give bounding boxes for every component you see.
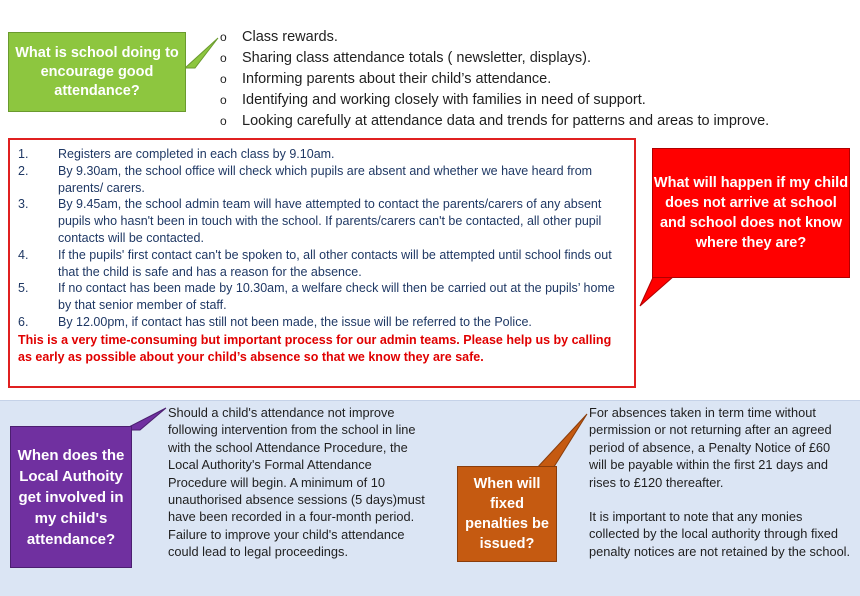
step-text: Registers are completed in each class by 9.10am. [58,147,335,161]
list-item: o Identifying and working closely with families in need of support. [220,90,850,111]
absence-process-box [8,138,636,388]
penalties-paragraph-1: For absences taken in term time without permission or not returning after an agreed period of absence, a Penalty Notice of £60 will be payable within the first 21 days and rises to £120 thereafter. [589,405,832,490]
process-step [18,280,626,314]
process-step [18,146,626,163]
local-authority-question: When does the Local Authoity get involved in my child's attendance? [17,446,125,548]
step-number: 6. [18,314,29,329]
process-step [18,314,626,331]
encourage-attendance-callout [8,32,186,112]
absence-process-question: What will happen if my child does not arrive at school and school does not know where they are? [653,175,849,251]
step-number: 3. [18,197,29,212]
bullet-circle-icon: o [220,114,227,128]
step-number: 4. [18,247,29,262]
step-text: By 9.45am, the school admin team will have attempted to contact the parents/carers of any absent pupils who hasn't been in touch with the school. If parents/carers can't be contacted, all other pupil contacts will be contacted. [58,197,602,245]
local-authority-text: Should a child's attendance not improve following intervention from the school in line with the school Attendance Procedure, the Local Authority's Formal Attendance Procedure will begin. A minimum of 10 unauthorised absence sessions (5 days)must have been recorded in a four-month period. Failure to improve your child's attendance could lead to legal proceedings. [168,405,425,560]
step-number: 1. [18,147,29,161]
process-step [18,163,626,197]
step-text: By 9.30am, the school office will check which pupils are absent and whether we have heard from parents/ carers. [58,163,593,195]
bullet-circle-icon: o [220,51,227,65]
penalties-paragraph-2: It is important to note that any monies collected by the local authority through fixed penalty notices are not retained by the school. [589,509,851,559]
bullet-circle-icon: o [220,30,227,44]
step-number: 2. [18,163,29,178]
step-text: If no contact has been made by 10.30am, a welfare check will then be carried out at the pupils’ home by that senior member of staff. [58,281,615,313]
bullet-circle-icon: o [220,72,227,86]
penalties-text [589,404,851,560]
step-number: 5. [18,281,29,296]
list-item: o Informing parents about their child’s attendance. [220,69,850,90]
bullet-circle-icon: o [220,93,227,107]
green-callout-tail [185,38,218,68]
step-text: If the pupils' first contact can't be spoken to, all other contacts will be attempted until school finds out that the child is safe and has a reason for the absence. [58,247,612,279]
process-step [18,247,626,281]
step-text: By 12.00pm, if contact has still not been made, the issue will be referred to the Police. [58,314,532,329]
process-step [18,196,626,246]
list-item: o Class rewards. [220,27,850,48]
encourage-attendance-question: What is school doing to encourage good attendance? [15,44,179,99]
absence-process-callout [652,148,850,278]
warning-text: This is a very time-consuming but important process for our admin teams. Please help us by calling as early as possible about your child’s absence so that we know they are safe. [18,332,612,364]
encourage-bullet-list [220,27,850,132]
list-item: o Looking carefully at attendance data and trends for patterns and areas to improve. [220,111,850,132]
local-authority-callout [10,426,132,568]
list-item: o Sharing class attendance totals ( newsletter, displays). [220,48,850,69]
penalties-question: When will fixed penalties be issued? [465,476,549,552]
penalties-callout [457,466,557,562]
